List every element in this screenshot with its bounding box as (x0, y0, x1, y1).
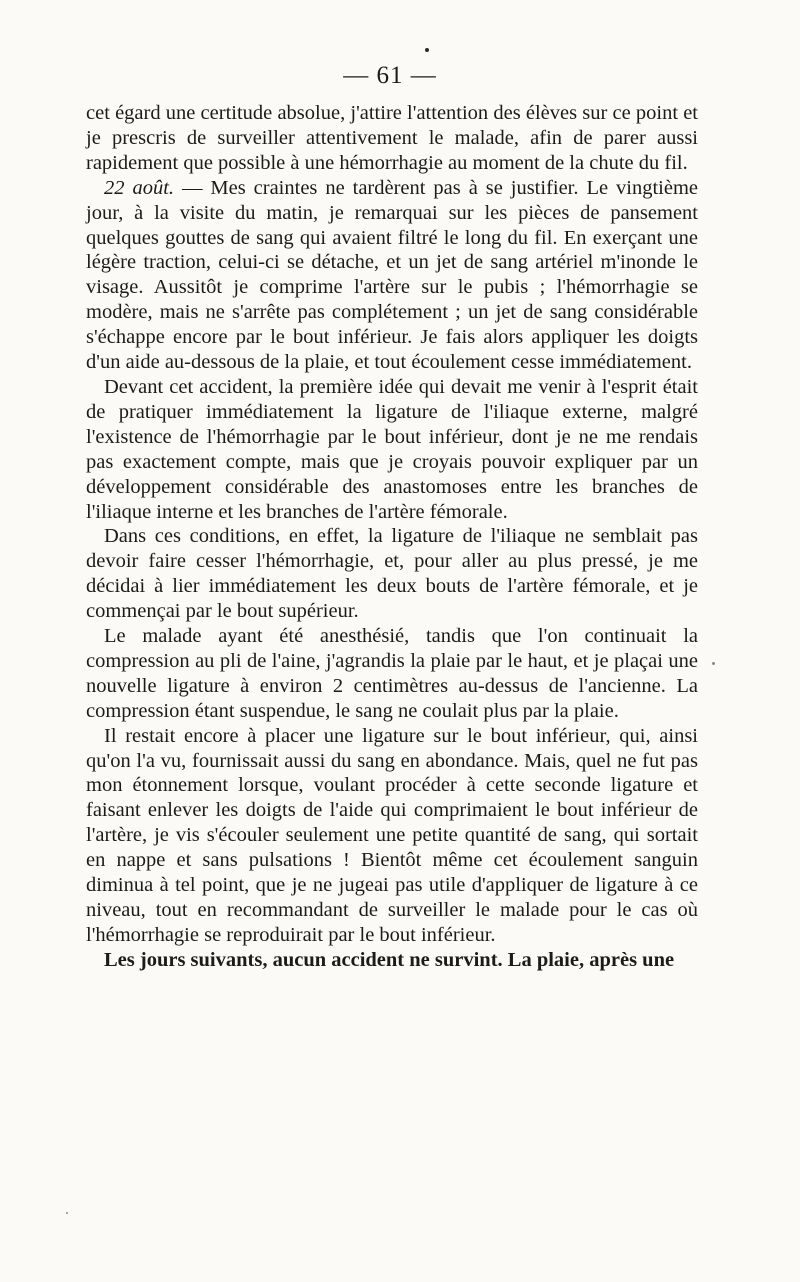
paragraph: Il restait encore à placer une ligature sur le bout inférieur, qui, ainsi qu'on l'a vu, fournissait aussi du sang en abondance. Mais, quel ne fut pas mon étonnement lorsque, voulant procéder à cette seconde ligature et faisant enlever les doigts de l'aide qui comprimaient le bout inférieur de l'artère, je vis s'écouler seulement une petite quantité de sang, qui sortait en nappe et sans pulsations ! Bientôt même cet écoulement sanguin diminua à tel point, que je ne jugeai pas utile d'appliquer de ligature à ce niveau, tout en recommandant de surveiller le malade pour le cas où l'hémorrhagie se reproduirait par le bout inférieur. (86, 724, 698, 946)
paragraph: Les jours suivants, aucun accident ne survint. La plaie, après une (104, 948, 675, 971)
print-speck (425, 48, 429, 52)
body-text (86, 101, 698, 973)
paragraph-text: — Mes craintes ne tardèrent pas à se justifier. Le vingtième jour, à la visite du matin, je remarquai sur les pièces de pansement quelques gouttes de sang qui avaient filtré le long du fil. En exerçant une légère traction, celui-ci se détache, et un jet de sang artériel m'inonde le visage. Aussitôt je comprime l'artère sur le pubis ; l'hémorrhagie se modère, mais ne s'arrête pas complétement ; un jet de sang considérable s'échappe encore par le bout inférieur. Je fais alors appliquer les doigts d'un aide au-dessous de la plaie, et tout écoulement cesse immédiatement. (86, 176, 698, 374)
paragraph: Le malade ayant été anesthésié, tandis que l'on continuait la compression au pli de l'aine, j'agrandis la plaie par le haut, et je plaçai une nouvelle ligature à environ 2 centimètres au-dessus de l'ancienne. La compression étant suspendue, le sang ne coulait plus par la plaie. (86, 625, 698, 722)
print-speck (66, 1212, 68, 1214)
paragraph: Devant cet accident, la première idée qui devait me venir à l'esprit était de pratiquer immédiatement la ligature de l'iliaque externe, malgré l'existence de l'hémorrhagie par le bout inférieur, dont je ne me rendais pas exactement compte, mais que je croyais pouvoir expliquer par un développement considérable des anastomoses entre les branches de l'iliaque interne et les branches de l'artère fémorale. (86, 375, 698, 523)
entry-date: 22 août. (104, 176, 175, 199)
page-number: — 61 — (343, 62, 437, 89)
print-speck (712, 662, 715, 665)
paragraph: cet égard une certitude absolue, j'attire l'attention des élèves sur ce point et je prescris de surveiller attentivement le malade, afin de parer aussi rapidement que possible à une hémorrhagie au moment de la chute du fil. (86, 102, 698, 174)
paragraph: Dans ces conditions, en effet, la ligature de l'iliaque ne semblait pas devoir faire cesser l'hémorrhagie, et, pour aller au plus pressé, je me décidai à lier immédiatement les deux bouts de l'artère fémorale, et je commençai par le bout supérieur. (86, 525, 698, 623)
paragraph (86, 176, 698, 375)
